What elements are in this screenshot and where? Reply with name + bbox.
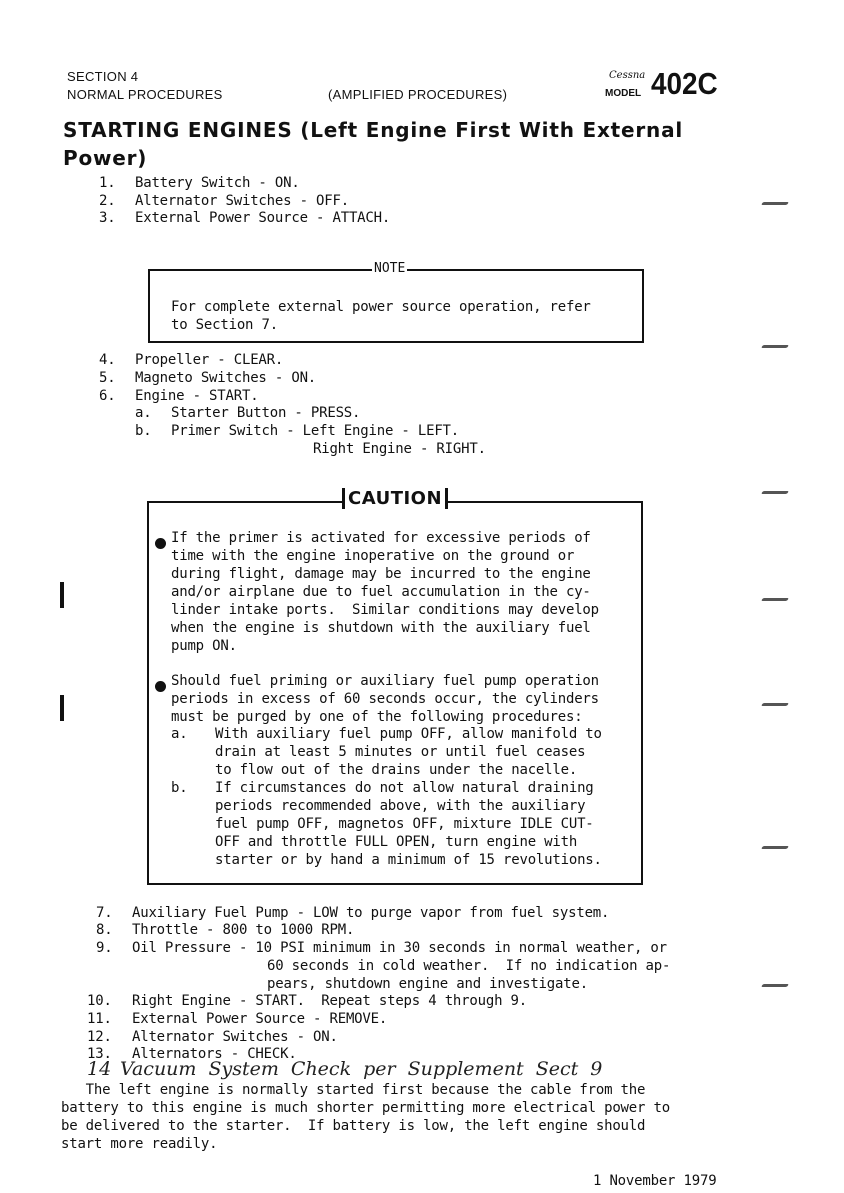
revision-bar	[60, 695, 64, 721]
step-text: Oil Pressure - 10 PSI minimum in 30 seconds in normal weather, or	[132, 940, 667, 956]
step-text: External Power Source - REMOVE.	[132, 1011, 388, 1027]
caution-text: Should fuel priming or auxiliary fuel pump operation	[171, 673, 599, 689]
caution-text: If the primer is activated for excessive periods of	[171, 530, 591, 546]
step-num: 12.	[87, 1029, 112, 1045]
step-text: External Power Source - ATTACH.	[135, 210, 391, 226]
substep-text: Starter Button - PRESS.	[171, 405, 361, 421]
paragraph-line: start more readily.	[61, 1136, 218, 1152]
margin-mark	[761, 846, 789, 849]
step-text-cont: pears, shutdown engine and investigate.	[267, 976, 588, 992]
step-text-cont: 60 seconds in cold weather. If no indication ap-	[267, 958, 671, 974]
step-num: 10.	[87, 993, 112, 1009]
section-title: NORMAL PROCEDURES	[67, 87, 223, 102]
amplified-label: (AMPLIFIED PROCEDURES)	[328, 87, 508, 102]
step-num: 13.	[87, 1046, 112, 1062]
caution-text: drain at least 5 minutes or until fuel ceases	[215, 744, 586, 760]
caution-text: fuel pump OFF, magnetos OFF, mixture IDLE CUT-	[215, 816, 594, 832]
step-num: 4.	[99, 352, 116, 368]
caution-text: and/or airplane due to fuel accumulation in the cy-	[171, 584, 591, 600]
step-text: Alternator Switches - OFF.	[135, 193, 349, 209]
paragraph-line: be delivered to the starter. If battery is low, the left engine should	[61, 1118, 646, 1134]
step-text: Auxiliary Fuel Pump - LOW to purge vapor from fuel system.	[132, 905, 610, 921]
page-title-cont: Power)	[63, 146, 148, 170]
model-number: 402C	[651, 66, 718, 101]
note-label: NOTE	[374, 261, 406, 276]
margin-mark	[761, 598, 789, 601]
caution-text: periods in excess of 60 seconds occur, the cylinders	[171, 691, 599, 707]
substep-text-cont: Right Engine - RIGHT.	[313, 441, 486, 457]
step-num: 7.	[96, 905, 113, 921]
step-num: 6.	[99, 388, 116, 404]
model-label: MODEL	[605, 88, 642, 99]
margin-mark	[761, 703, 789, 706]
step-text: Battery Switch - ON.	[135, 175, 300, 191]
handwritten-step-num: 14	[87, 1058, 112, 1080]
section-number: SECTION 4	[67, 69, 139, 84]
caution-text: to flow out of the drains under the nacelle.	[215, 762, 578, 778]
handwritten-note: Vacuum System Check per Supplement Sect 9	[120, 1058, 603, 1080]
margin-mark	[761, 345, 789, 348]
caution-letter: a.	[171, 726, 188, 742]
caution-text: when the engine is shutdown with the auxiliary fuel	[171, 620, 591, 636]
brand-logo: Cessna	[609, 70, 646, 81]
caution-text: starter or by hand a minimum of 15 revolutions.	[215, 852, 602, 868]
margin-mark	[761, 491, 789, 494]
step-text: Right Engine - START. Repeat steps 4 through 9.	[132, 993, 527, 1009]
footer-date: 1 November 1979	[593, 1173, 717, 1189]
step-num: 5.	[99, 370, 116, 386]
step-num: 11.	[87, 1011, 112, 1027]
caution-text: time with the engine inoperative on the ground or	[171, 548, 575, 564]
caution-letter: b.	[171, 780, 188, 796]
step-num: 3.	[99, 210, 116, 226]
bullet-icon	[155, 676, 168, 695]
step-text: Alternator Switches - ON.	[132, 1029, 338, 1045]
caution-label: CAUTION	[342, 488, 448, 509]
caution-text: during flight, damage may be incurred to the engine	[171, 566, 591, 582]
note-text: For complete external power source operation, refer	[171, 299, 591, 315]
step-text: Alternators - CHECK.	[132, 1046, 297, 1062]
caution-text: OFF and throttle FULL OPEN, turn engine with	[215, 834, 578, 850]
step-text: Magneto Switches - ON.	[135, 370, 317, 386]
revision-bar	[60, 582, 64, 608]
step-text: Propeller - CLEAR.	[135, 352, 284, 368]
page-title: STARTING ENGINES (Left Engine First With External	[63, 118, 684, 142]
note-text: to Section 7.	[171, 317, 278, 333]
substep-letter: b.	[135, 423, 152, 439]
step-num: 2.	[99, 193, 116, 209]
step-text: Throttle - 800 to 1000 RPM.	[132, 922, 355, 938]
caution-text: linder intake ports. Similar conditions may develop	[171, 602, 599, 618]
caution-text: must be purged by one of the following procedures:	[171, 709, 583, 725]
margin-mark	[761, 202, 789, 205]
step-num: 1.	[99, 175, 116, 191]
step-text: Engine - START.	[135, 388, 259, 404]
caution-text: With auxiliary fuel pump OFF, allow manifold to	[215, 726, 602, 742]
paragraph-line: battery to this engine is much shorter permitting more electrical power to	[61, 1100, 670, 1116]
caution-text: If circumstances do not allow natural draining	[215, 780, 594, 796]
paragraph-line: The left engine is normally started first because the cable from the	[61, 1082, 646, 1098]
caution-text: periods recommended above, with the auxiliary	[215, 798, 586, 814]
step-num: 9.	[96, 940, 113, 956]
bullet-icon	[155, 533, 168, 552]
margin-mark	[761, 984, 789, 987]
substep-letter: a.	[135, 405, 152, 421]
caution-text: pump ON.	[171, 638, 237, 654]
substep-text: Primer Switch - Left Engine - LEFT.	[171, 423, 460, 439]
step-num: 8.	[96, 922, 113, 938]
